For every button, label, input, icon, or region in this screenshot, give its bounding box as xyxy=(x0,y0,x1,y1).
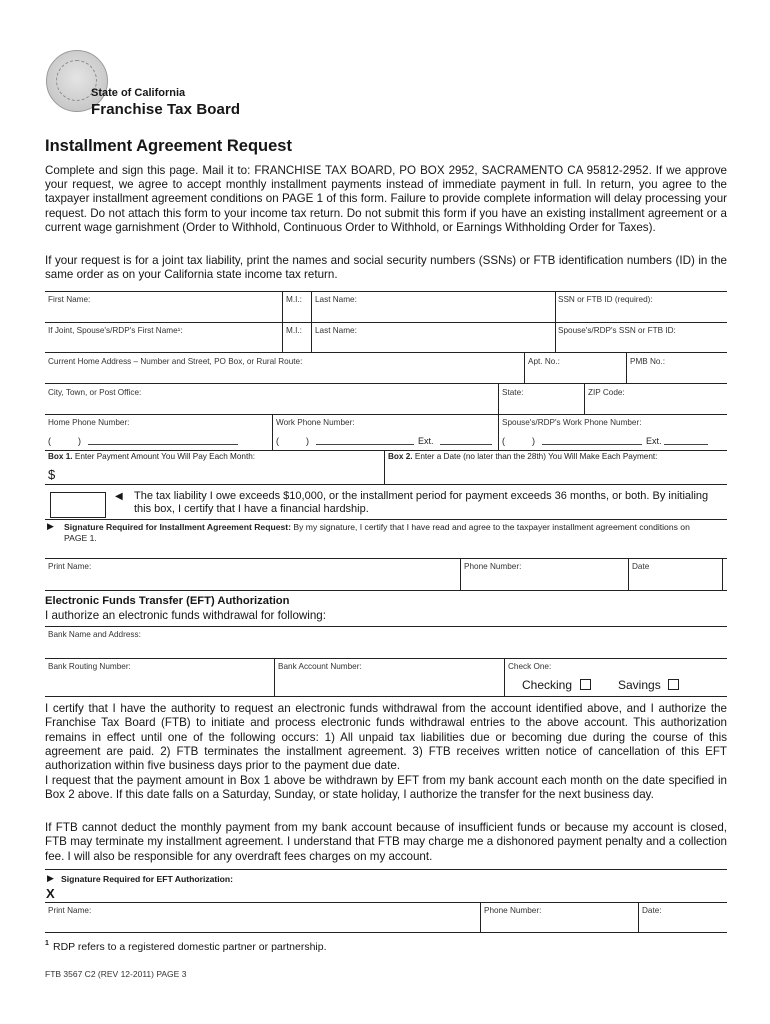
eft-phone-number-field[interactable]: Phone Number: xyxy=(484,906,542,915)
home-phone-line xyxy=(88,444,238,445)
footnote-text: RDP refers to a registered domestic partner or partnership. xyxy=(53,941,327,953)
routing-number-field[interactable]: Bank Routing Number: xyxy=(48,662,131,671)
date-field[interactable]: Date xyxy=(632,562,650,571)
print-name-field[interactable]: Print Name: xyxy=(48,562,92,571)
hardship-text: The tax liability I owe exceeds $10,000, or the installment period for payment exceeds 36 months, or both. By initialing this box, I certify that I have a financial hardship. xyxy=(134,490,709,515)
mi-field[interactable]: M.I.: xyxy=(286,295,302,304)
ssn-field[interactable]: SSN or FTB ID (required): xyxy=(558,295,653,304)
eft-paragraph-2: I request that the payment amount in Box 1 above be withdrawn by EFT from my bank account each month on the date specified in Box 2 above. If this date falls on a Saturday, Sunday, or state holiday, I authorize the transfer for the next business day. xyxy=(45,774,727,802)
pointer-right-icon: ▶ xyxy=(47,873,54,883)
box2-label: Box 2. Enter a Date (no later than the 28th) You Will Make Each Payment: xyxy=(388,452,658,461)
home-phone-paren-open: ( xyxy=(48,436,51,446)
home-phone-paren-close: ) xyxy=(78,436,81,446)
signature-line[interactable] xyxy=(45,546,727,558)
spouse-phone-paren-open: ( xyxy=(502,436,505,446)
pointer-left-icon: ◀ xyxy=(115,491,123,502)
spouse-first-name-field[interactable]: If Joint, Spouse's/RDP's First Name¹: xyxy=(48,326,183,335)
work-phone-field[interactable]: Work Phone Number: xyxy=(276,418,355,427)
bank-name-field[interactable]: Bank Name and Address: xyxy=(48,630,141,639)
savings-checkbox[interactable] xyxy=(668,679,679,690)
first-name-field[interactable]: First Name: xyxy=(48,295,91,304)
spouse-phone-paren-close: ) xyxy=(532,436,535,446)
work-phone-paren-open: ( xyxy=(276,436,279,446)
pointer-right-icon: ▶ xyxy=(47,521,54,531)
eft-paragraph-3: If FTB cannot deduct the monthly payment from my bank account because of insufficient funds or because my account is closed, FTB may terminate my installment agreement. I understand that FTB may charge me a dishonored payment penalty and a collection fee. I will also be responsible for any overdraft fees charges on my account. xyxy=(45,821,727,863)
checking-checkbox[interactable] xyxy=(580,679,591,690)
spouse-work-phone-field[interactable]: Spouse's/RDP's Work Phone Number: xyxy=(502,418,642,427)
work-ext-label: Ext. xyxy=(418,436,434,446)
spouse-ext-line xyxy=(664,444,708,445)
checking-label: Checking xyxy=(522,678,573,692)
agency-name: Franchise Tax Board xyxy=(91,101,241,118)
eft-date-field[interactable]: Date: xyxy=(642,906,662,915)
box1-amount-field[interactable]: $ xyxy=(48,467,56,482)
apt-field[interactable]: Apt. No.: xyxy=(528,357,560,366)
phone-number-field[interactable]: Phone Number: xyxy=(464,562,522,571)
eft-subheading: I authorize an electronic funds withdrawal for following: xyxy=(45,609,326,622)
spouse-ext-label: Ext. xyxy=(646,436,662,446)
spouse-ssn-field[interactable]: Spouse's/RDP's SSN or FTB ID: xyxy=(558,326,676,335)
footnote-mark: 1 xyxy=(45,940,49,947)
box1-label: Box 1. Enter Payment Amount You Will Pay Each Month: xyxy=(48,452,256,461)
pmb-field[interactable]: PMB No.: xyxy=(630,357,666,366)
work-ext-line xyxy=(440,444,492,445)
state-field[interactable]: State: xyxy=(502,388,524,397)
city-field[interactable]: City, Town, or Post Office: xyxy=(48,388,142,397)
home-phone-field[interactable]: Home Phone Number: xyxy=(48,418,130,427)
savings-label: Savings xyxy=(618,678,661,692)
joint-paragraph: If your request is for a joint tax liability, print the names and social security numbers (SSNs) or FTB identification numbers (ID) in the same order as on your California state income tax return. xyxy=(45,254,727,282)
account-number-field[interactable]: Bank Account Number: xyxy=(278,662,362,671)
intro-paragraph: Complete and sign this page. Mail it to: FRANCHISE TAX BOARD, PO BOX 2952, SACRAMENTO CA 95812-2952. If we approve your request, we agree to accept monthly installment payments instead of immediate payment in full. In return, you agree to the taxpayer installment agreement conditions on PAGE 1 of this form. Failure to provide complete information will delay processing your request. Do not attach this form to your income tax return. Do not submit this form if you have an existing installment agreement or a current wage garnishment (Order to Withhold, Continuous Order to Withhold, or Earnings Withholding Order for Taxes). xyxy=(45,164,727,234)
spouse-phone-line xyxy=(542,444,642,445)
eft-signature-field[interactable]: X xyxy=(46,886,55,901)
last-name-field[interactable]: Last Name: xyxy=(315,295,357,304)
eft-heading: Electronic Funds Transfer (EFT) Authorization xyxy=(45,595,290,607)
page-title: Installment Agreement Request xyxy=(45,137,292,155)
form-footer: FTB 3567 C2 (REV 12-2011) PAGE 3 xyxy=(45,969,187,979)
spouse-mi-field[interactable]: M.I.: xyxy=(286,326,302,335)
check-one-label: Check One: xyxy=(508,662,552,671)
eft-print-name-field[interactable]: Print Name: xyxy=(48,906,92,915)
address-field[interactable]: Current Home Address – Number and Street, PO Box, or Rural Route: xyxy=(48,357,303,366)
state-name: State of California xyxy=(91,87,186,99)
work-phone-paren-close: ) xyxy=(306,436,309,446)
signature-statement: Signature Required for Installment Agreement Request: By my signature, I certify that I have read and agree to the taxpayer installment agreement conditions on PAGE 1. xyxy=(64,522,690,543)
hardship-initial-box[interactable] xyxy=(50,492,106,518)
work-phone-line xyxy=(316,444,414,445)
zip-field[interactable]: ZIP Code: xyxy=(588,388,625,397)
eft-signature-statement: Signature Required for EFT Authorization: xyxy=(61,874,234,884)
eft-paragraph-1: I certify that I have the authority to request an electronic funds withdrawal from the account identified above, and I authorize the Franchise Tax Board (FTB) to initiate and process electronic funds withdrawal entries to the above account. This authorization remains in effect until one of the following occurs: 1) All unpaid tax liabilities due or becoming due during the course of this agreement are paid. 2) FTB terminates the installment agreement. 3) FTB receives written notice of cancellation of this EFT authorization within five business days prior to the payment due date. xyxy=(45,702,727,773)
box2-date-field[interactable] xyxy=(388,466,727,484)
spouse-last-name-field[interactable]: Last Name: xyxy=(315,326,357,335)
